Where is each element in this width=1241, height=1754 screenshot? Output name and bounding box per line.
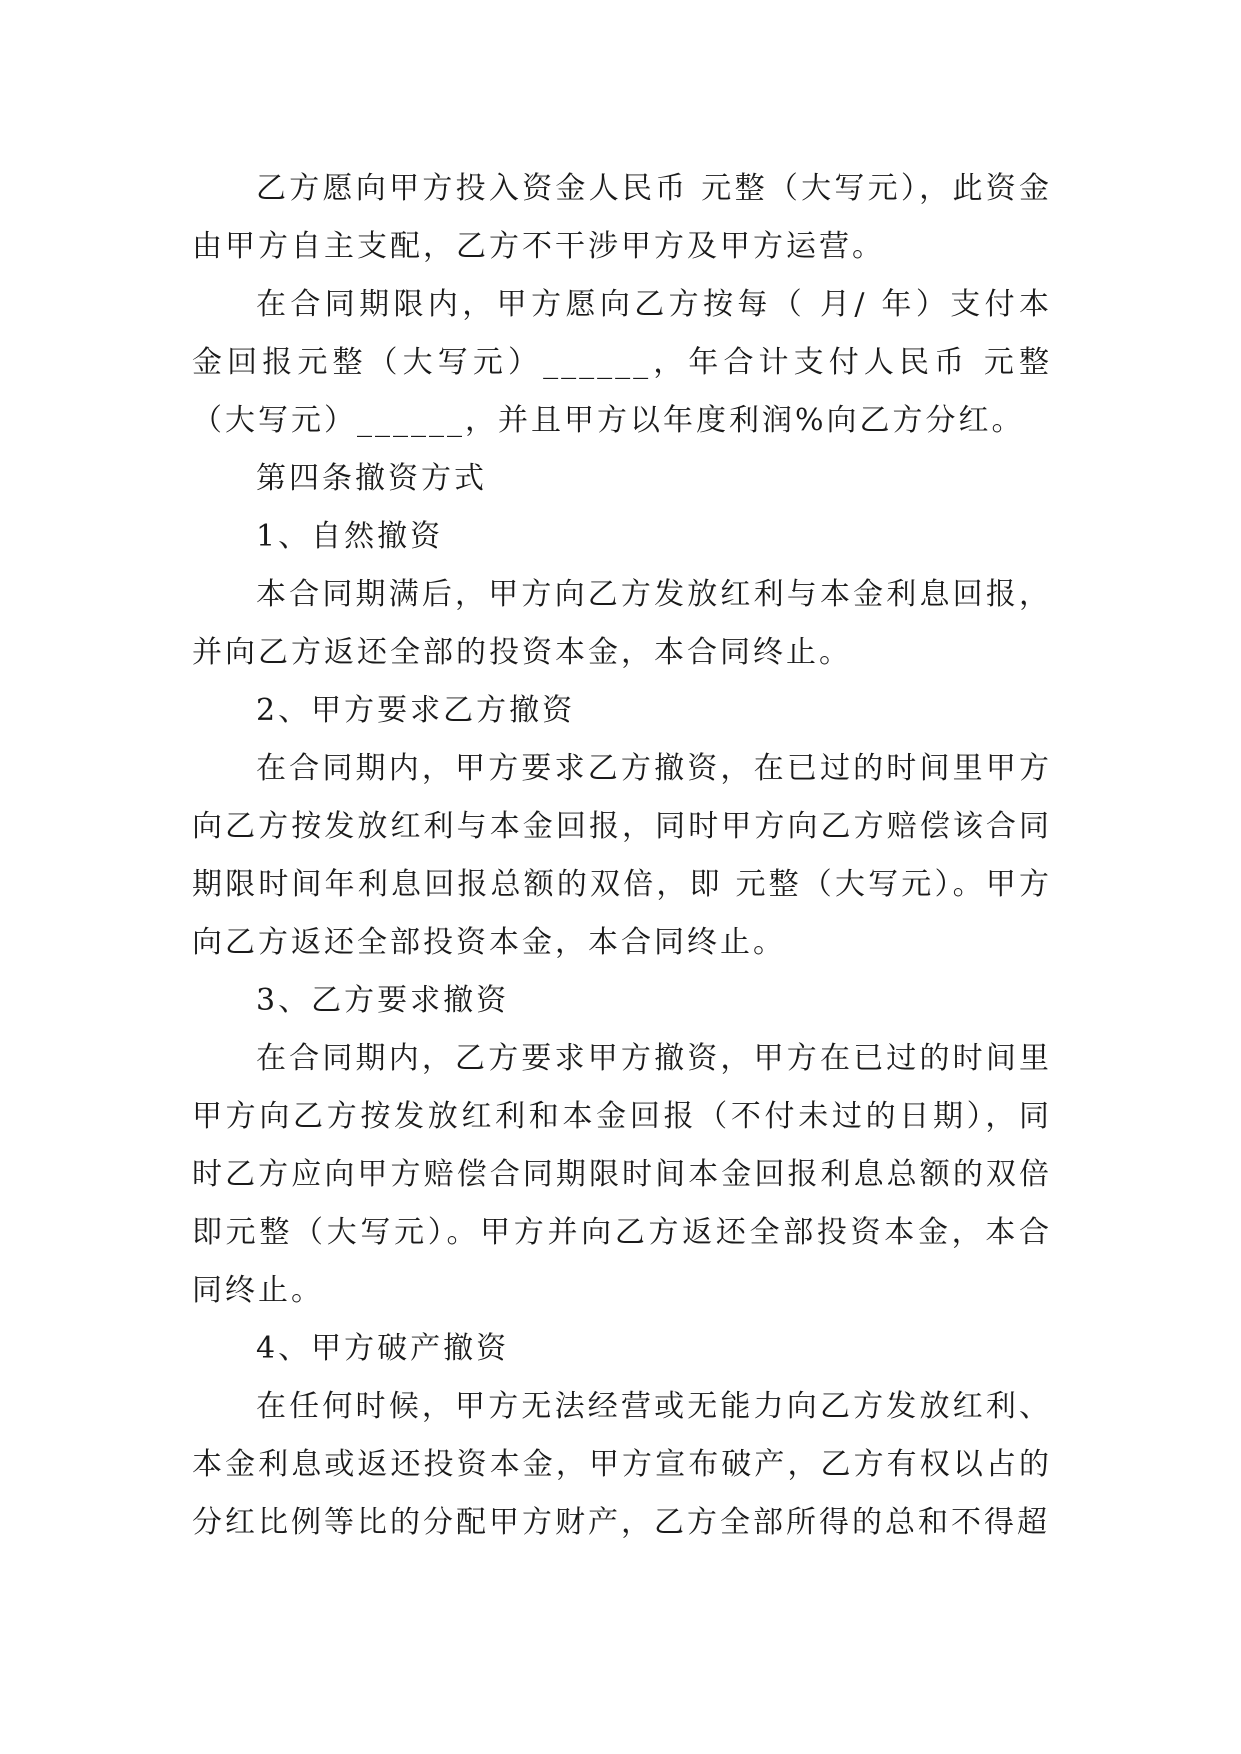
- subheading-party-a-requests: 2、甲方要求乙方撤资: [256, 693, 576, 728]
- paragraph-party-a-requests: 在合同期内，甲方要求乙方撤资，在已过的时间里甲方向乙方按发放红利与本金回报，同时甲方向乙方赔偿该合同期限时间年利息回报总额的双倍，即 元整（大写元）。甲方向乙方返还全部投资本金，本合同终止。: [192, 751, 1052, 960]
- paragraph-party-b-requests: 在合同期内，乙方要求甲方撤资，甲方在已过的时间里甲方向乙方按发放红利和本金回报（不付未过的日期），同时乙方应向甲方赔偿合同期限时间本金回报利息总额的双倍即元整（大写元）。甲方并向乙方返还全部投资本金，本合同终止。: [192, 1041, 1052, 1308]
- paragraph-bankruptcy: 在任何时候，甲方无法经营或无能力向乙方发放红利、本金利息或返还投资本金，甲方宣布破产，乙方有权以占的分红比例等比的分配甲方财产，乙方全部所得的总和不得超: [192, 1389, 1052, 1540]
- paragraph-investment: 乙方愿向甲方投入资金人民币 元整（大写元），此资金由甲方自主支配，乙方不干涉甲方及甲方运营。: [192, 171, 1052, 264]
- subheading-party-b-requests: 3、乙方要求撤资: [256, 983, 510, 1018]
- paragraph-return-payment: 在合同期限内，甲方愿向乙方按每（ 月/ 年）支付本金回报元整（大写元）______，年合计支付人民币 元整（大写元）______，并且甲方以年度利润%向乙方分红。: [192, 287, 1052, 438]
- document-body: [192, 160, 1052, 1552]
- paragraph-natural-withdrawal: 本合同期满后，甲方向乙方发放红利与本金利息回报，并向乙方返还全部的投资本金，本合同终止。: [192, 577, 1052, 670]
- subheading-bankruptcy: 4、甲方破产撤资: [256, 1331, 510, 1366]
- section-heading-withdrawal: 第四条撤资方式: [256, 461, 487, 496]
- subheading-natural-withdrawal: 1、自然撤资: [256, 519, 444, 554]
